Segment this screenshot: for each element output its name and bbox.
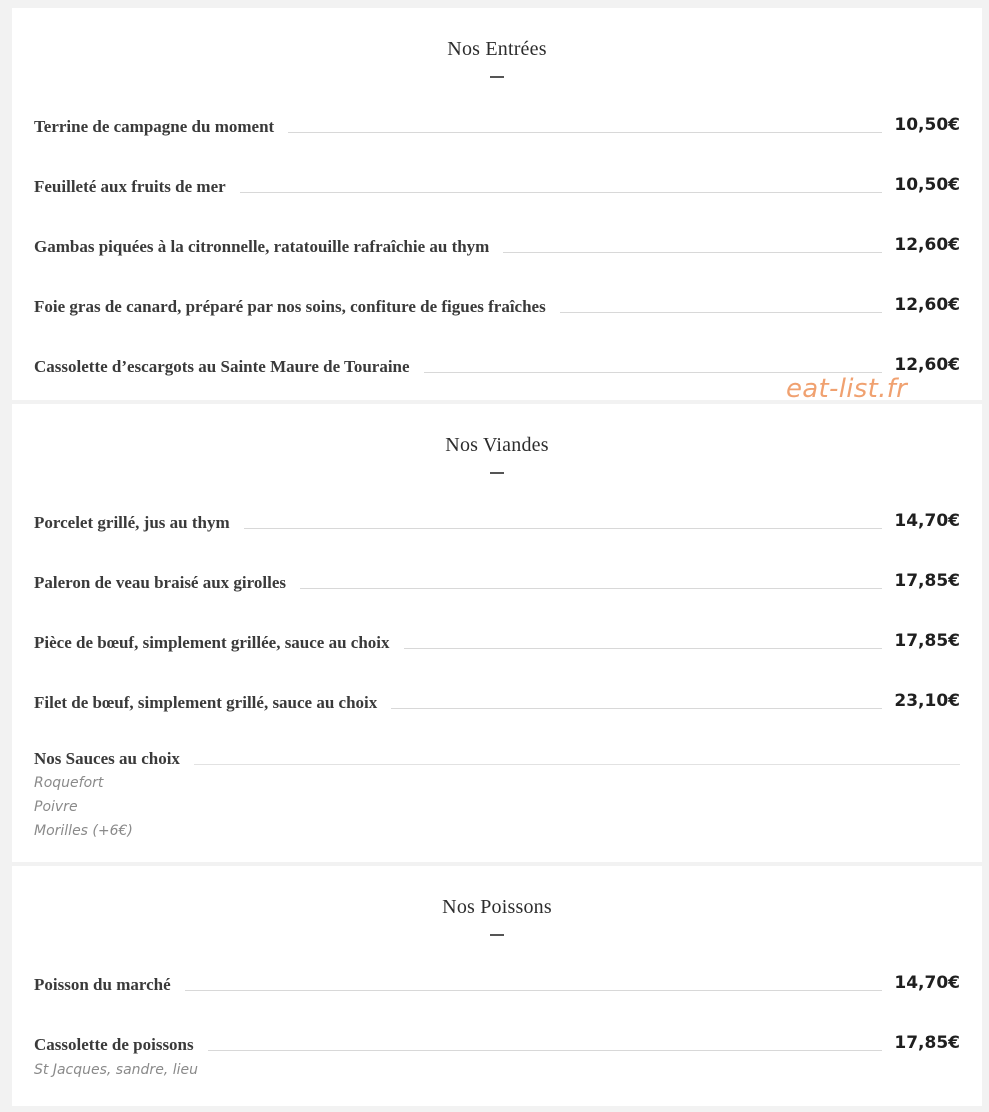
menu-item [34, 168, 960, 198]
title-divider [490, 472, 504, 474]
item-name: Feuilleté aux fruits de mer [34, 177, 226, 196]
sauce-option: Morilles (+6€) [34, 823, 133, 839]
leader-line [503, 252, 882, 253]
item-price: 12,60€ [894, 295, 960, 315]
menu-item [34, 624, 960, 654]
watermark: eat-list.fr [786, 374, 908, 404]
section-poissons [12, 866, 982, 1106]
item-price: 14,70€ [894, 511, 960, 531]
item-price: 10,50€ [894, 175, 960, 195]
item-price: 17,85€ [894, 571, 960, 591]
menu-item [34, 966, 960, 996]
item-price: 17,85€ [894, 1033, 960, 1053]
section-title: Nos Poissons [442, 896, 552, 918]
sauce-option: Poivre [34, 799, 78, 815]
item-name: Gambas piquées à la citronnelle, ratatouille rafraîchie au thym [34, 237, 490, 256]
menu-item [34, 504, 960, 534]
menu-item [34, 108, 960, 138]
item-name: Terrine de campagne du moment [34, 117, 275, 136]
sauce-option: Roquefort [34, 775, 104, 791]
leader-line [560, 312, 883, 313]
item-price: 12,60€ [894, 235, 960, 255]
leader-line [240, 192, 883, 193]
leader-line [300, 588, 882, 589]
title-divider [490, 934, 504, 936]
title-divider [490, 76, 504, 78]
leader-line [194, 764, 960, 765]
section-title: Nos Entrées [447, 38, 547, 60]
item-price: 14,70€ [894, 973, 960, 993]
leader-line [185, 990, 883, 991]
menu-item-sauces [34, 740, 960, 770]
section-title: Nos Viandes [445, 434, 549, 456]
leader-line [244, 528, 883, 529]
section-viandes [12, 404, 982, 862]
leader-line [288, 132, 882, 133]
item-name: Porcelet grillé, jus au thym [34, 513, 230, 532]
item-name: Paleron de veau braisé aux girolles [34, 573, 287, 592]
item-price: 17,85€ [894, 631, 960, 651]
leader-line [424, 372, 883, 373]
menu-item [34, 288, 960, 318]
leader-line [208, 1050, 883, 1051]
item-name: Poisson du marché [34, 975, 171, 994]
item-price: 23,10€ [894, 691, 960, 711]
item-price: 12,60€ [894, 355, 960, 375]
item-name: Nos Sauces au choix [34, 749, 180, 768]
leader-line [391, 708, 882, 709]
menu-item [34, 1026, 960, 1056]
item-name: Cassolette de poissons [34, 1035, 194, 1054]
section-entrees [12, 8, 982, 400]
menu-item [34, 684, 960, 714]
item-name: Cassolette d’escargots au Sainte Maure de Touraine [34, 357, 410, 376]
menu-item [34, 228, 960, 258]
item-name: Filet de bœuf, simplement grillé, sauce au choix [34, 693, 378, 712]
item-name: Pièce de bœuf, simplement grillée, sauce au choix [34, 633, 390, 652]
item-description: St Jacques, sandre, lieu [34, 1062, 198, 1078]
leader-line [404, 648, 883, 649]
item-name: Foie gras de canard, préparé par nos soins, confiture de figues fraîches [34, 297, 546, 316]
menu-item [34, 564, 960, 594]
item-price: 10,50€ [894, 115, 960, 135]
